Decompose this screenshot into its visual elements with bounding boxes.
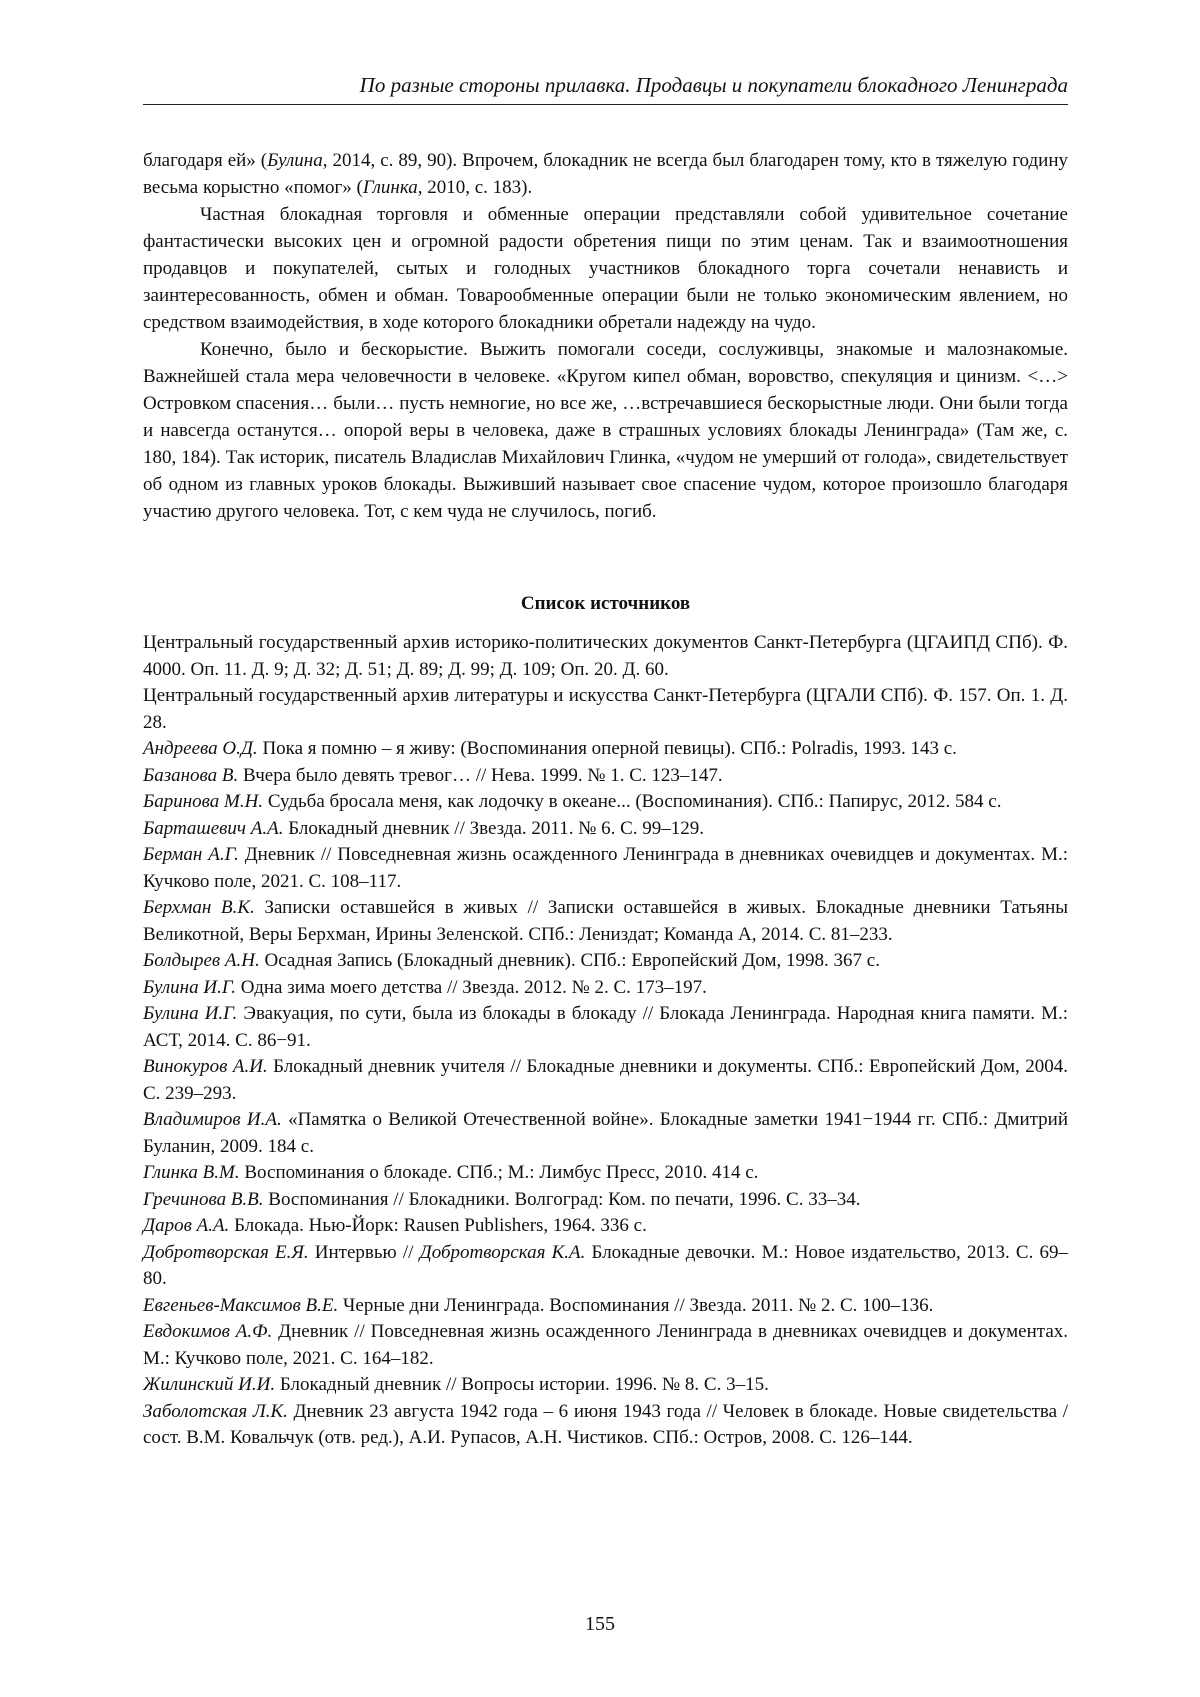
source-entry: Винокуров А.И. Блокадный дневник учителя // Блокадные дневники и документы. СПб.: Европейский Дом, 2004. С. 239–293. xyxy=(143,1054,1068,1107)
sources-heading: Список источников xyxy=(143,590,1068,617)
source-entry: Центральный государственный архив историко-политических документов Санкт-Петербурга (ЦГАИПД СПб). Ф. 4000. Оп. 11. Д. 9; Д. 32; Д. 51; Д. 89; Д. 99; Д. 109; Оп. 20. Д. 60. xyxy=(143,630,1068,683)
source-entry: Андреева О.Д. Пока я помню – я живу: (Воспоминания оперной певицы). СПб.: Polradis, 1993. 143 с. xyxy=(143,736,1068,763)
source-entry: Болдырев А.Н. Осадная Запись (Блокадный дневник). СПб.: Европейский Дом, 1998. 367 с. xyxy=(143,948,1068,975)
source-entry: Владимиров И.А. «Памятка о Великой Отечественной войне». Блокадные заметки 1941−1944 гг. СПб.: Дмитрий Буланин, 2009. 184 с. xyxy=(143,1107,1068,1160)
source-entry: Глинка В.М. Воспоминания о блокаде. СПб.; М.: Лимбус Пресс, 2010. 414 с. xyxy=(143,1160,1068,1187)
body-text xyxy=(143,147,1068,525)
citation-author: Глинка xyxy=(363,177,418,198)
source-entry: Баринова М.Н. Судьба бросала меня, как лодочку в океане... (Воспоминания). СПб.: Папирус, 2012. 584 с. xyxy=(143,789,1068,816)
source-entry: Заболотская Л.К. Дневник 23 августа 1942 года – 6 июня 1943 года // Человек в блокаде. Новые свидетельства / сост. В.М. Ковальчук (отв. ред.), А.И. Рупасов, А.Н. Чистиков. СПб.: Остров, 2008. С. 126–144. xyxy=(143,1399,1068,1452)
source-entry: Булина И.Г. Одна зима моего детства // Звезда. 2012. № 2. С. 173–197. xyxy=(143,975,1068,1002)
page-number: 155 xyxy=(0,1611,1200,1637)
paragraph-1 xyxy=(143,147,1068,201)
running-header: По разные стороны прилавка. Продавцы и покупатели блокадного Ленинграда xyxy=(143,70,1068,105)
source-entry: Берхман В.К. Записки оставшейся в живых // Записки оставшейся в живых. Блокадные дневники Татьяны Великотной, Веры Берхман, Ирины Зеленской. СПб.: Лениздат; Команда А, 2014. С. 81–233. xyxy=(143,895,1068,948)
source-entry: Евгеньев-Максимов В.Е. Черные дни Ленинграда. Воспоминания // Звезда. 2011. № 2. С. 100–136. xyxy=(143,1293,1068,1320)
source-entry: Добротворская Е.Я. Интервью // Добротворская К.А. Блокадные девочки. М.: Новое издательство, 2013. С. 69–80. xyxy=(143,1240,1068,1293)
source-entry: Даров А.А. Блокада. Нью-Йорк: Rausen Publishers, 1964. 336 с. xyxy=(143,1213,1068,1240)
source-entry: Булина И.Г. Эвакуация, по сути, была из блокады в блокаду // Блокада Ленинграда. Народная книга памяти. М.: АСТ, 2014. С. 86−91. xyxy=(143,1001,1068,1054)
paragraph-2: Частная блокадная торговля и обменные операции представляли собой удивительное сочетание фантастически высоких цен и огромной радости обретения пищи по этим ценам. Так и взаимоотношения продавцов и покупателей, сытых и голодных участников блокадного торга сочетали ненависть и заинтересованность, обмен и обман. Товарообменные операции были не только экономическим явлением, но средством взаимодействия, в ходе которого блокадники обретали надежду на чудо. xyxy=(143,201,1068,336)
source-entry: Базанова В. Вчера было девять тревог… // Нева. 1999. № 1. С. 123–147. xyxy=(143,763,1068,790)
citation-author: Булина xyxy=(267,150,323,171)
source-entry: Берман А.Г. Дневник // Повседневная жизнь осажденного Ленинграда в дневниках очевидцев и документах. М.: Кучково поле, 2021. С. 108–117. xyxy=(143,842,1068,895)
source-entry: Гречинова В.В. Воспоминания // Блокадники. Волгоград: Ком. по печати, 1996. С. 33–34. xyxy=(143,1187,1068,1214)
source-entry: Жилинский И.И. Блокадный дневник // Вопросы истории. 1996. № 8. С. 3–15. xyxy=(143,1372,1068,1399)
sources-list xyxy=(143,630,1068,1452)
source-entry: Центральный государственный архив литературы и искусства Санкт-Петербурга (ЦГАЛИ СПб). Ф. 157. Оп. 1. Д. 28. xyxy=(143,683,1068,736)
source-entry: Евдокимов А.Ф. Дневник // Повседневная жизнь осажденного Ленинграда в дневниках очевидцев и документах. М.: Кучково поле, 2021. С. 164–182. xyxy=(143,1319,1068,1372)
paragraph-1-text-a: благодаря ей» ( xyxy=(143,150,267,171)
source-entry: Барташевич А.А. Блокадный дневник // Звезда. 2011. № 6. С. 99–129. xyxy=(143,816,1068,843)
paragraph-1-text-b: , 2014, с. 89, 90). Впрочем, блокадник не всегда был благодарен тому, кто в тяжелую годину весьма корыстно «помог» ( xyxy=(143,150,1068,198)
paragraph-1-text-c: , 2010, с. 183). xyxy=(418,177,533,198)
paragraph-3: Конечно, было и бескорыстие. Выжить помогали соседи, сослуживцы, знакомые и малознакомые. Важнейшей стала мера человечности в человеке. «Кругом кипел обман, воровство, спекуляция и цинизм. <…> Островком спасения… были… пусть немногие, но все же, …встречавшиеся бескорыстные люди. Они были тогда и навсегда останутся… опорой веры в человека, даже в страшных условиях блокады Ленинграда» (Там же, с. 180, 184). Так историк, писатель Владислав Михайлович Глинка, «чудом не умерший от голода», свидетельствует об одном из главных уроков блокады. Выживший называет свое спасение чудом, которое произошло благодаря участию другого человека. Тот, с кем чуда не случилось, погиб. xyxy=(143,336,1068,525)
